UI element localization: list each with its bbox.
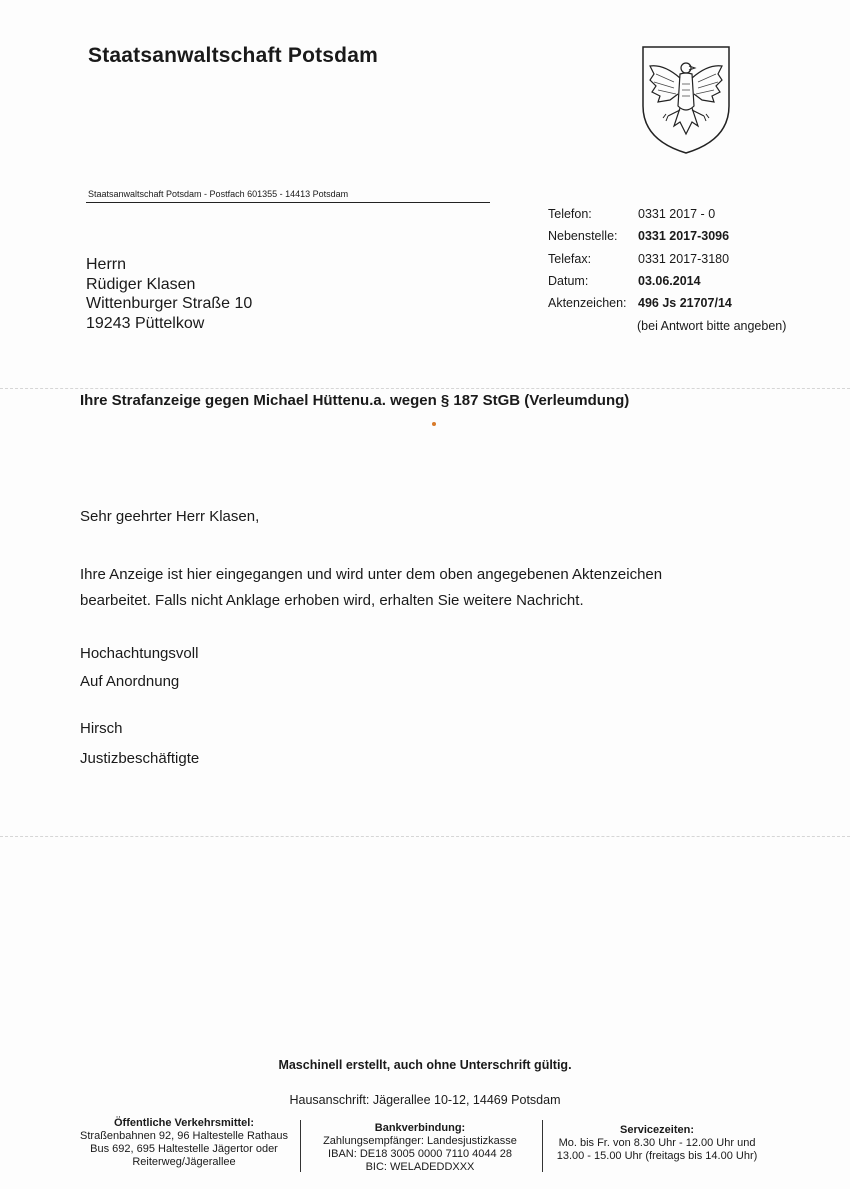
contact-value: 03.06.2014 [638,274,701,289]
contact-row-date [548,270,732,292]
recipient-name: Rüdiger Klasen [86,275,196,293]
contact-label: Telefon: [548,207,592,222]
letter-signature [80,714,199,774]
footer-divider [542,1120,543,1172]
transport-line: Reiterweg/Jägerallee [132,1156,236,1168]
contact-label: Aktenzeichen: [548,296,627,311]
footer-service [548,1124,766,1163]
bank-line: IBAN: DE18 3005 0000 7110 4044 28 [328,1148,512,1160]
ink-dot [432,422,436,426]
closing-line: Hochachtungsvoll [80,645,199,662]
authority-title: Staatsanwaltschaft Potsdam [88,44,378,67]
contact-info [548,203,732,314]
contact-row-fax [548,248,732,270]
contact-value: 0331 2017-3096 [638,229,730,244]
paper-fold-line [0,388,850,389]
file-number-note: (bei Antwort bitte angeben) [637,319,787,333]
contact-value: 0331 2017-3180 [638,251,730,266]
eagle-coat-of-arms-icon [640,44,732,156]
contact-label: Telefax: [548,251,592,266]
service-line: Mo. bis Fr. von 8.30 Uhr - 12.00 Uhr und [558,1137,756,1149]
recipient-address [86,255,252,333]
paragraph-line: bearbeitet. Falls nicht Anklage erhoben wird, erhalten Sie weitere Nachricht. [80,592,584,609]
service-line: 13.00 - 15.00 Uhr (freitags bis 14.00 Uhr) [556,1150,758,1162]
recipient-city: 19243 Püttelkow [86,314,205,332]
house-address: Hausanschrift: Jägerallee 10-12, 14469 Potsdam [289,1093,561,1107]
recipient-street: Wittenburger Straße 10 [86,295,253,312]
service-heading: Servicezeiten: [620,1124,694,1136]
contact-row-file-number [548,292,732,314]
recipient-salutation: Herrn [86,256,127,273]
contact-row-extension [548,225,732,247]
letter-greeting: Sehr geehrter Herr Klasen, [80,508,260,525]
signer-title: Justizbeschäftigte [80,750,200,767]
contact-value: 0331 2017 - 0 [638,207,716,222]
paper-fold-line [0,836,850,837]
footer-divider [300,1120,301,1172]
letter-closing [80,640,198,696]
contact-label: Nebenstelle: [548,229,618,244]
transport-line: Straßenbahnen 92, 96 Haltestelle Rathaus [80,1130,288,1142]
transport-line: Bus 692, 695 Haltestelle Jägertor oder [90,1143,278,1155]
bank-line: BIC: WELADEDDXXX [365,1161,475,1173]
closing-line: Auf Anordnung [80,673,180,690]
contact-value: 496 Js 21707/14 [638,296,732,311]
bank-heading: Bankverbindung: [374,1122,466,1134]
footer-transport [70,1117,298,1169]
transport-heading: Öffentliche Verkehrsmittel: [114,1117,254,1129]
sender-divider [86,202,490,203]
subject-line: Ihre Strafanzeige gegen Michael Hüttenu.a. wegen § 187 StGB (Verleumdung) [80,392,630,409]
footer-bank [306,1122,534,1174]
paragraph-line: Ihre Anzeige ist hier eingegangen und wird unter dem oben angegebenen Aktenzeichen [80,566,663,583]
contact-label: Datum: [548,274,589,289]
letter-paragraph [80,562,662,614]
machine-generated-note: Maschinell erstellt, auch ohne Unterschrift gültig. [278,1058,572,1072]
sender-return-address: Staatsanwaltschaft Potsdam - Postfach 601355 - 14413 Potsdam [88,189,349,199]
signer-name: Hirsch [80,720,123,737]
contact-row-phone [548,203,732,225]
bank-line: Zahlungsempfänger: Landesjustizkasse [323,1135,517,1147]
